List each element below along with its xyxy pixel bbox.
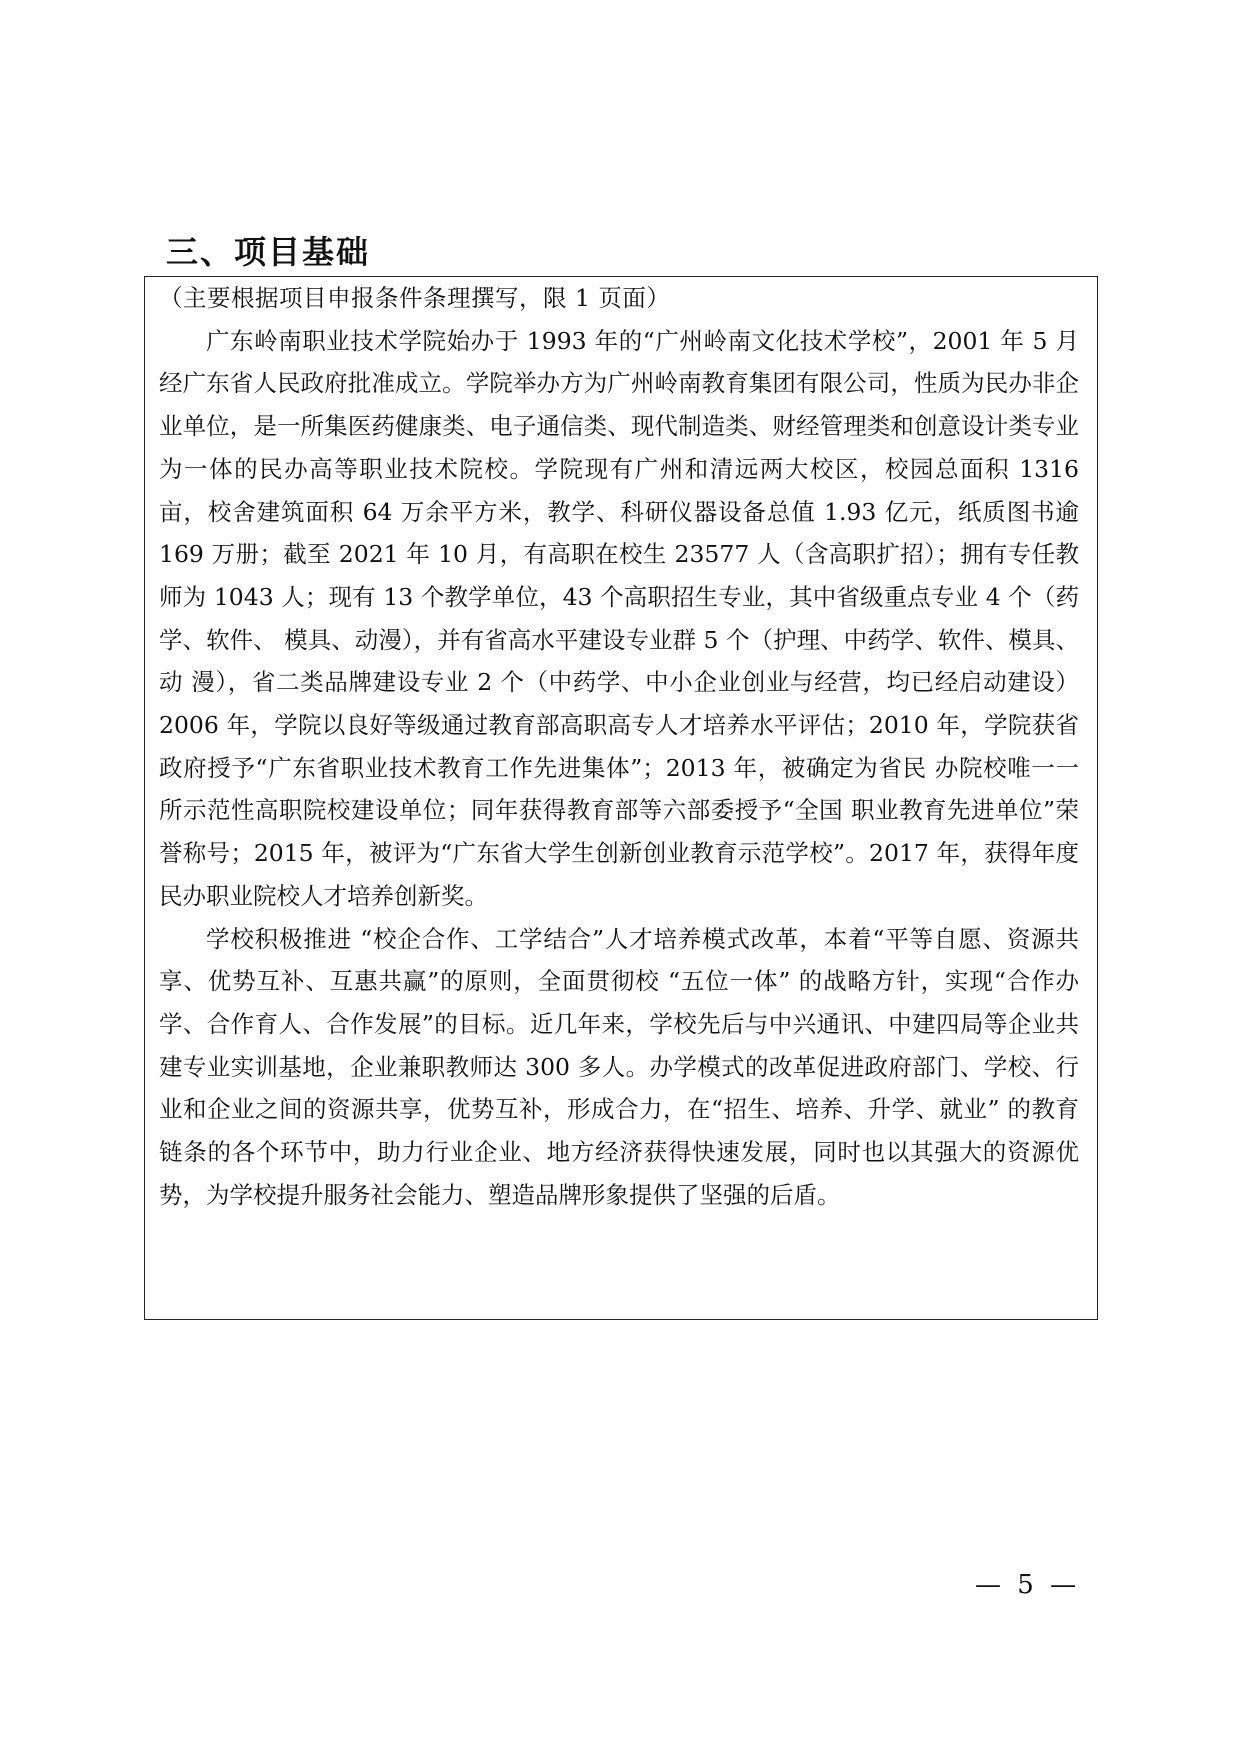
paragraph-school-overview: 广东岭南职业技术学院始办于 1993 年的“广州岭南文化技术学校”，2001 年 5 月经广东省人民政府批准成立。学院举办方为广州岭南教育集团有限公司，性质为民办非企业单位，是一所集医药健康类、电子通信类、现代制造类、财经管理类和创意设计类专业为一体的民办高等职业技术院校。学院现有广州和清远两大校区，校园总面积 1316 亩，校舍建筑面积 64 万余平方米，教学、科研仪器设备总值 1.93 亿元，纸质图书逾 169 万册；截至 2021 年 10 月，有高职在校生 23577 人（含高职扩招）；拥有专任教师为 1043 人；现有 13 个教学单位，43 个高职招生专业，其中省级重点专业 4 个（药学、软件、 模具、动漫），并有省高水平建设专业群 5 个（护理、中药学、软件、模具、动 漫），省二类品牌建设专业 2 个（中药学、中小企业创业与经营，均已经启动建设）2006 年，学院以良好等级通过教育部高职高专人才培养水平评估；2010 年，学院获省政府授予“广东省职业技术教育工作先进集体”；2013 年，被确定为省民 办院校唯一一所示范性高职院校建设单位；同年获得教育部等六部委授予“全国 职业教育先进单位”荣誉称号；2015 年，被评为“广东省大学生创新创业教育示范学校”。2017 年，获得年度民办职业院校人才培养创新奖。 <box>159 326 1079 910</box>
paragraph-school-enterprise-cooperation: 学校积极推进 “校企合作、工学结合”人才培养模式改革，本着“平等自愿、资源共享、优势互补、互惠共赢”的原则，全面贯彻校 “五位一体” 的战略方针，实现“合作办学、合作育人、合作发展”的目标。近几年来，学校先后与中兴通讯、中建四局等企业共建专业实训基地，企业兼职教师达 300 多人。办学模式的改革促进政府部门、学校、行业和企业之间的资源共享，优势互补，形成合力，在“招生、培养、升学、就业” 的教育链条的各个环节中，助力行业企业、地方经济获得快速发展，同时也以其强大的资源优势，为学校提升服务社会能力、塑造品牌形象提供了坚强的后盾。 <box>159 924 1079 1209</box>
text-area <box>159 277 1079 1216</box>
content-box <box>144 276 1098 1320</box>
instruction-note: （主要根据项目申报条件条理撰写，限 1 页面） <box>159 284 671 312</box>
section-title: 三、项目基础 <box>166 233 371 271</box>
page-number: — 5 — <box>975 1570 1081 1600</box>
